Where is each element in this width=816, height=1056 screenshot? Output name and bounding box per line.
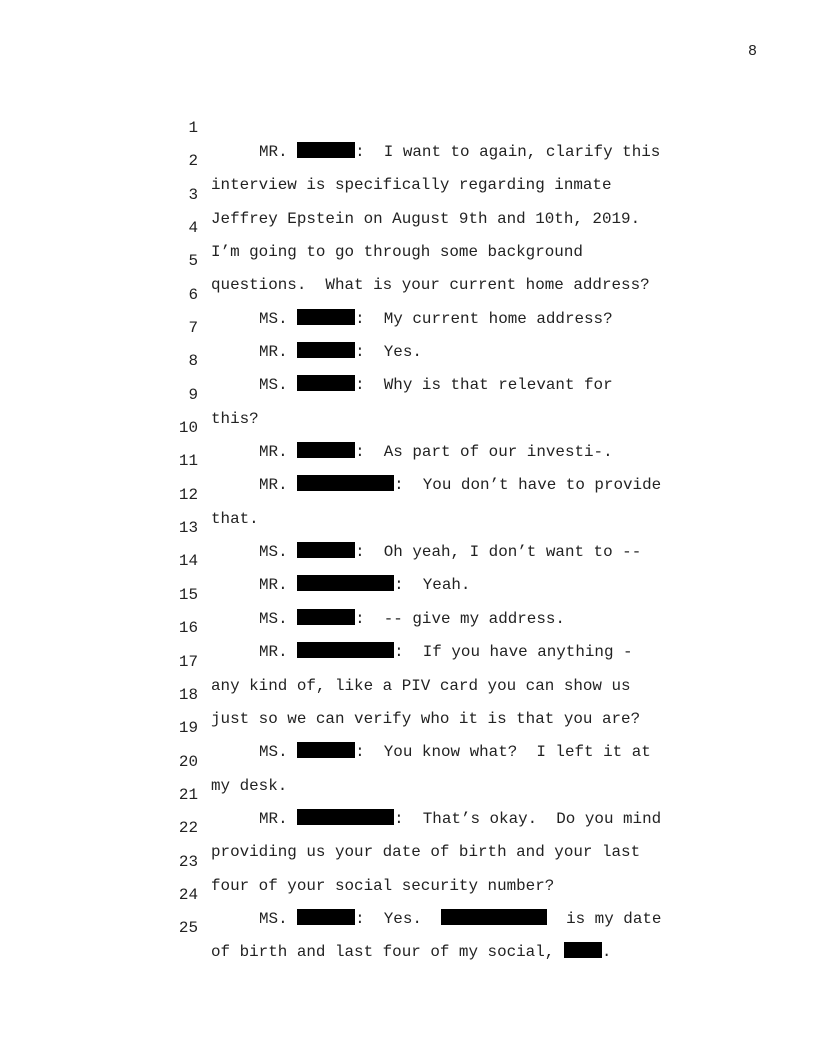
line-number: 3: [188, 185, 198, 204]
line-number: 7: [188, 319, 198, 338]
line-number: 22: [178, 819, 198, 838]
line-text: : That’s okay. Do you mind: [394, 809, 662, 828]
line-text: just so we can verify who it is that you are?: [211, 709, 641, 728]
page-number: 8: [748, 43, 758, 60]
speaker-label: MS.: [259, 309, 288, 328]
line-number: 5: [188, 252, 198, 271]
speaker-label: MR.: [259, 143, 288, 161]
line-text: I’m going to go through some background: [211, 243, 583, 262]
speaker-label: MR.: [259, 809, 288, 828]
line-text: : As part of our investi-.: [355, 443, 613, 462]
line-text: : My current home address?: [355, 309, 613, 328]
line-text: providing us your date of birth and your last: [211, 843, 641, 862]
line-text: Jeffrey Epstein on August 9th and 10th, 2019.: [211, 209, 641, 228]
speaker-label: MR.: [259, 476, 288, 495]
line-number: 16: [178, 619, 198, 638]
line-text: : -- give my address.: [355, 609, 565, 628]
transcript-line: [170, 659, 690, 728]
line-text: questions. What is your current home address?: [211, 276, 650, 295]
speaker-label: MR.: [259, 343, 288, 362]
line-number: 14: [178, 552, 198, 571]
line-number: 23: [178, 852, 198, 871]
line-text: : You know what? I left it at: [355, 743, 651, 762]
speaker-label: MR.: [259, 643, 288, 662]
speaker-label: MS.: [259, 743, 288, 762]
line-number: 25: [178, 919, 198, 938]
transcript-line: [170, 359, 690, 428]
line-text: my desk.: [211, 776, 288, 795]
line-text: interview is specifically regarding inmate: [211, 176, 612, 195]
line-number: 11: [178, 452, 198, 471]
transcript-body: [170, 92, 690, 962]
line-text: any kind of, like a PIV card you can show us: [211, 676, 631, 695]
line-number: 1: [188, 119, 198, 137]
speaker-label: MR.: [259, 443, 288, 462]
line-number: 6: [188, 285, 198, 304]
transcript-line: [170, 325, 690, 395]
line-number: 15: [178, 585, 198, 604]
line-text-after: .: [601, 943, 612, 962]
speaker-label: MS.: [259, 376, 288, 395]
line-text: : Yes.: [355, 343, 422, 362]
line-number: 20: [178, 752, 198, 771]
line-number: 13: [178, 519, 198, 538]
line-number: 8: [188, 352, 198, 371]
line-number: 9: [188, 385, 198, 404]
transcript-line: [170, 859, 690, 928]
line-number: 4: [188, 219, 198, 238]
line-number: 19: [178, 719, 198, 738]
transcript-line: [170, 125, 690, 195]
speaker-label: MS.: [259, 543, 288, 562]
line-text: : Why is that relevant for: [355, 376, 613, 395]
line-text: : If you have anything -: [394, 643, 633, 662]
line-number: 10: [178, 419, 198, 438]
line-text: : Oh yeah, I don’t want to --: [355, 543, 642, 562]
line-text: : I want to again, clarify this: [355, 143, 661, 161]
line-number: 21: [178, 785, 198, 804]
line-number: 2: [188, 152, 198, 171]
redaction-block: [564, 942, 602, 958]
speaker-label: MR.: [259, 576, 288, 595]
line-text: of birth and last four of my social,: [211, 943, 555, 962]
line-text-after: is my date: [547, 909, 662, 928]
line-number: 17: [178, 652, 198, 671]
line-text: : Yes.: [355, 909, 422, 928]
line-number: 24: [178, 885, 198, 904]
transcript-line: [170, 759, 690, 828]
transcript-line: [170, 292, 690, 362]
transcript-line: [170, 459, 690, 528]
transcript-line: [170, 192, 690, 262]
line-text: this?: [211, 409, 259, 428]
transcript-line: [170, 259, 690, 328]
line-number: 12: [178, 485, 198, 504]
transcript-line: [170, 159, 690, 228]
speaker-label: MS.: [259, 909, 288, 928]
speaker-label: MS.: [259, 609, 288, 628]
line-text: : You don’t have to provide: [394, 476, 662, 495]
transcript-line: [170, 892, 690, 962]
line-number: 18: [178, 685, 198, 704]
transcript-line: [170, 559, 690, 628]
transcript-line: [170, 225, 690, 295]
line-text: : Yeah.: [394, 576, 471, 595]
line-text: four of your social security number?: [211, 876, 555, 895]
transcript-line: [170, 92, 690, 161]
line-text: that.: [211, 509, 259, 528]
